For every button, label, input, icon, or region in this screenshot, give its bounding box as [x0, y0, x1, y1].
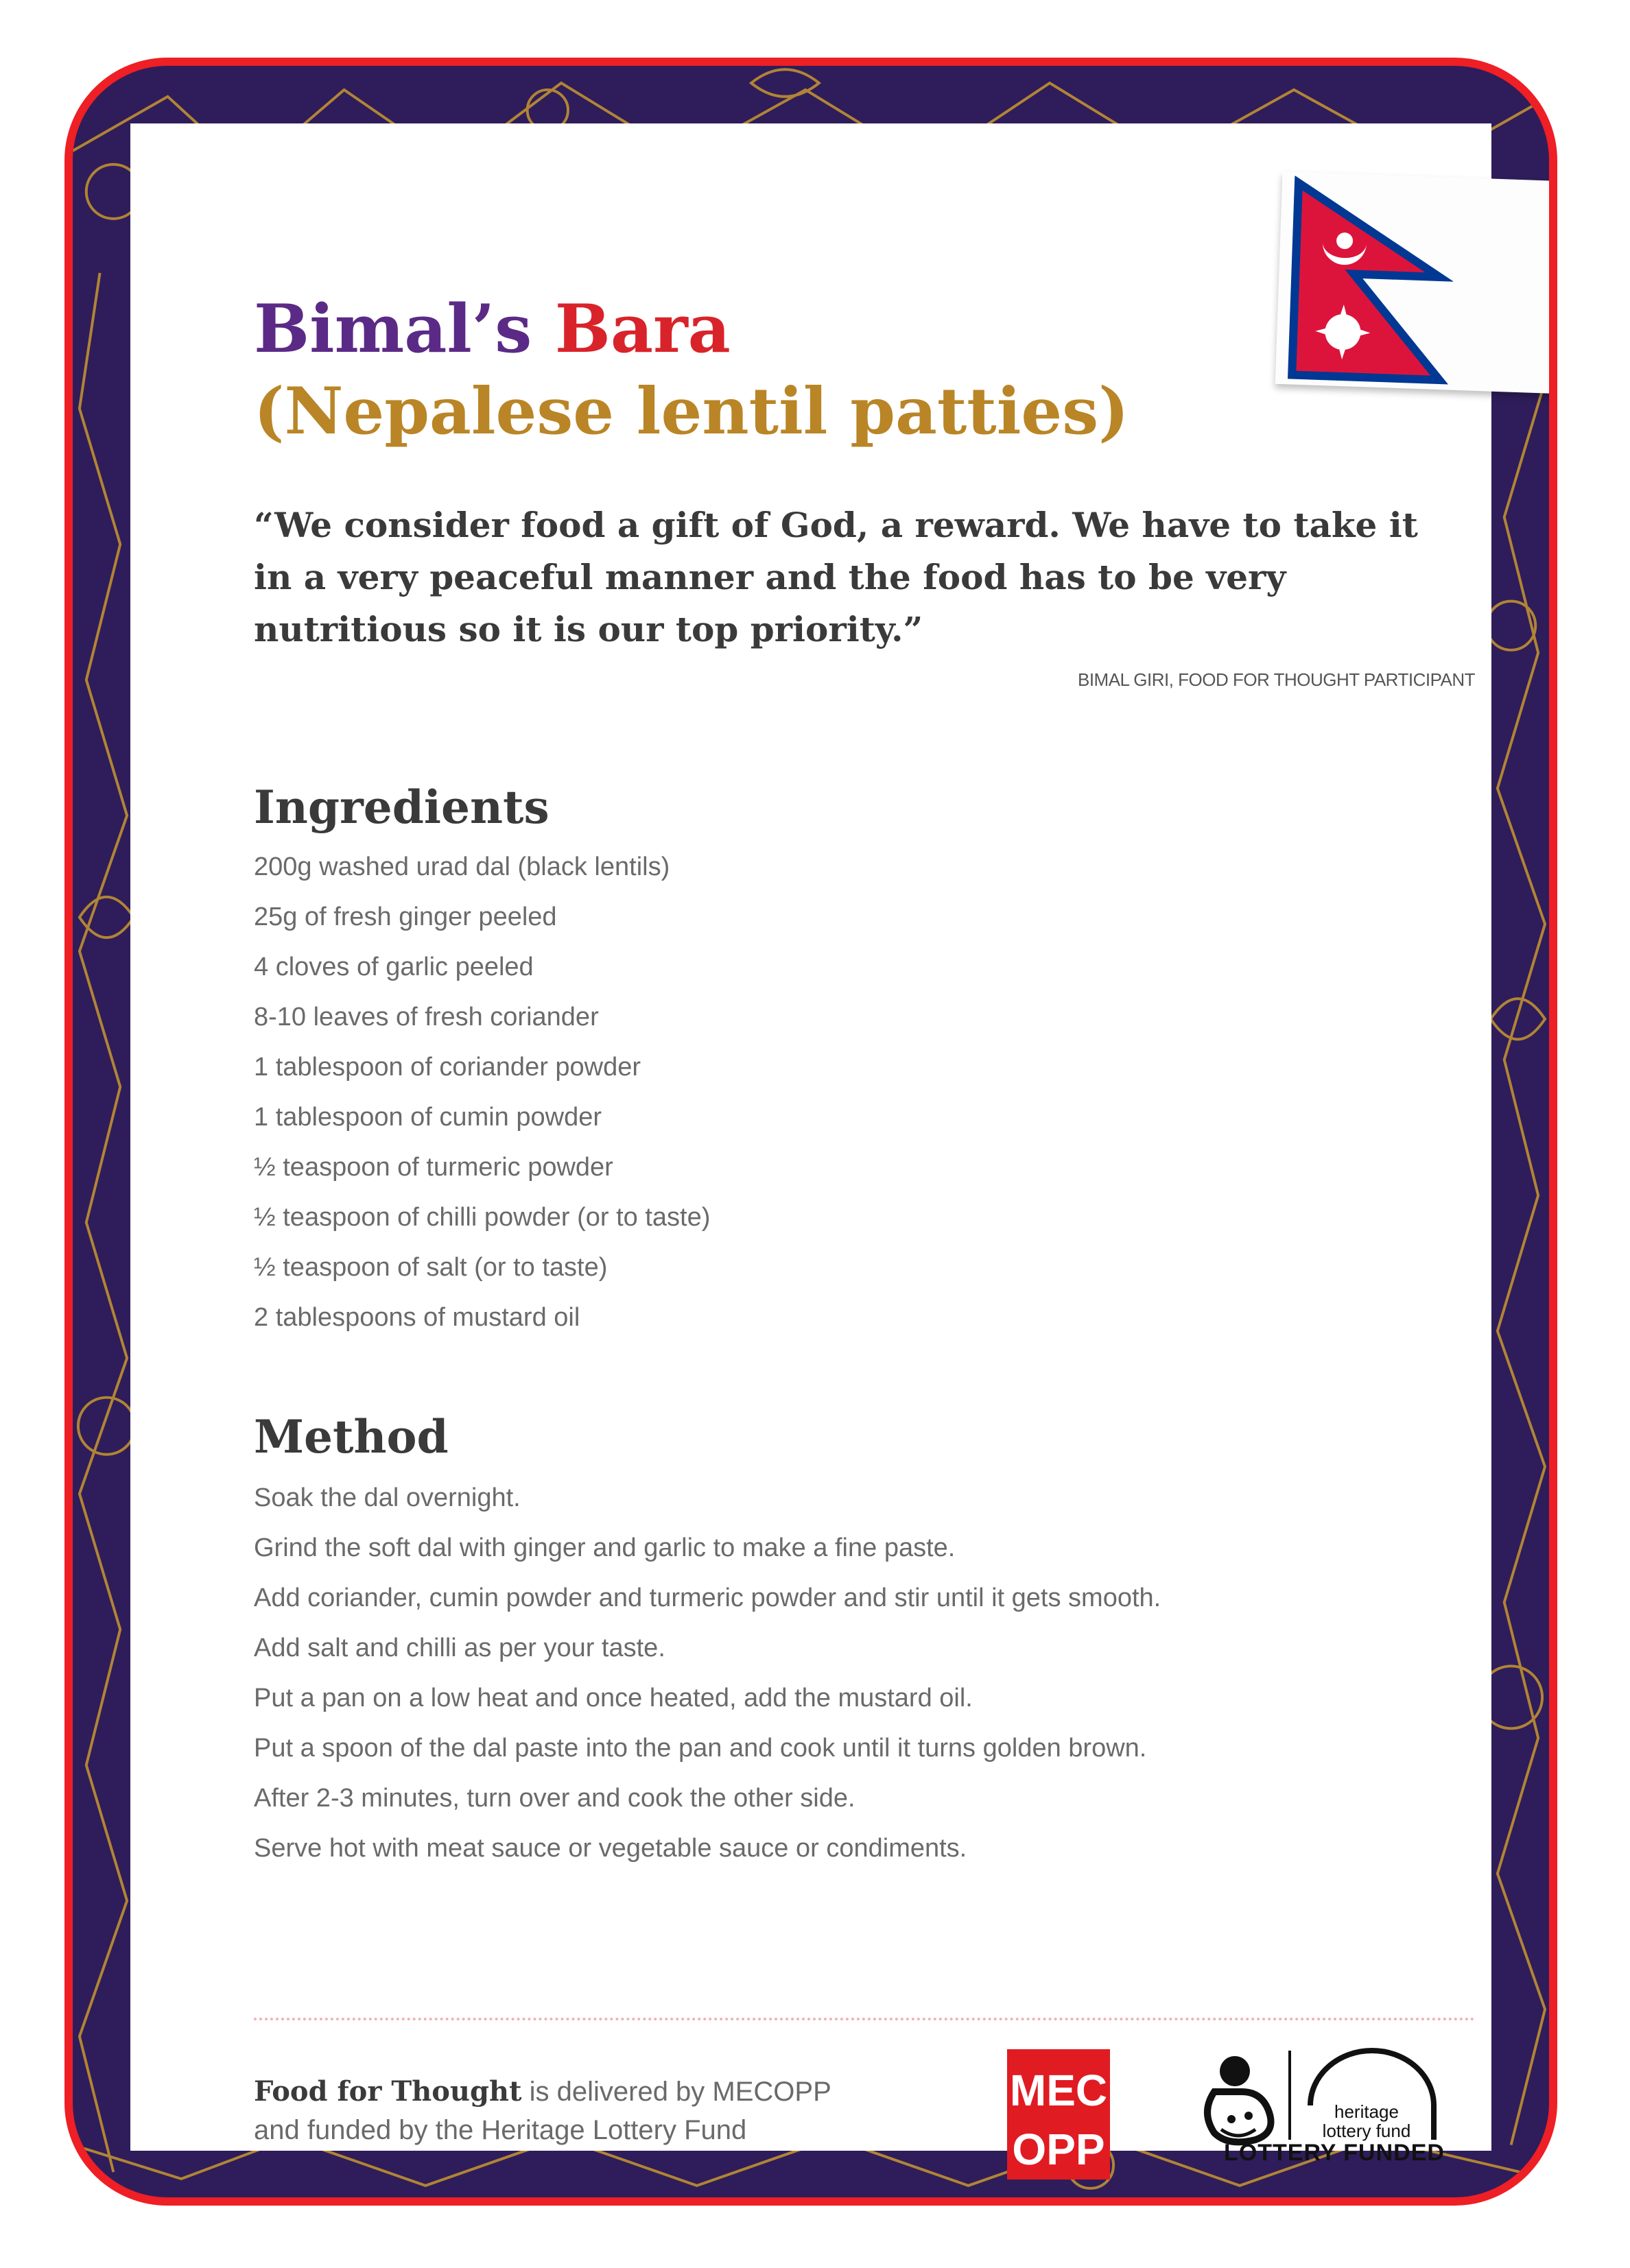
recipe-title — [254, 288, 1129, 453]
method-step: Soak the dal overnight. — [254, 1483, 521, 1512]
ingredient-item: 200g washed urad dal (black lentils) — [254, 852, 670, 881]
method-step: Put a pan on a low heat and once heated, add the mustard oil. — [254, 1684, 973, 1712]
ingredient-item: 1 tablespoon of coriander powder — [254, 1053, 641, 1082]
ingredients-list — [254, 842, 710, 1343]
title-line — [254, 288, 1129, 370]
ingredient-item: 2 tablespoons of mustard oil — [254, 1303, 580, 1332]
footer-line2: and funded by the Heritage Lottery Fund — [254, 2115, 747, 2145]
title-dish: Bara — [554, 290, 731, 368]
method-heading: Method — [254, 1410, 449, 1464]
ingredients-heading: Ingredients — [254, 780, 550, 834]
mecopp-logo-top: MEC — [1009, 2066, 1108, 2115]
heritage-logo-line2: lottery fund — [1322, 2121, 1411, 2141]
nepal-flag-icon — [1285, 176, 1456, 387]
mecopp-logo-icon — [1007, 2049, 1110, 2180]
method-step: Serve hot with meat sauce or vegetable sauce or condiments. — [254, 1834, 967, 1863]
heritage-logo-line1: heritage — [1334, 2101, 1399, 2122]
footer-credit — [254, 2073, 940, 2149]
participant-quote: “We consider food a gift of God, a reward. We have to take it in a very peaceful manner and the food has to be very nutritious so it is our top priority.” — [254, 505, 1418, 649]
title-name: Bimal’s — [254, 290, 532, 368]
ingredient-item: 25g of fresh ginger peeled — [254, 903, 557, 931]
ingredient-item: 8-10 leaves of fresh coriander — [254, 1003, 599, 1031]
quote-attribution: BIMAL GIRI, FOOD FOR THOUGHT PARTICIPANT — [1077, 669, 1475, 690]
mecopp-logo-bottom: OPP — [1012, 2125, 1105, 2174]
recipe-paper — [133, 126, 1489, 2174]
method-step: Grind the soft dal with ginger and garlic to make a fine paste. — [254, 1533, 956, 1562]
ingredient-item: ½ teaspoon of turmeric powder — [254, 1153, 613, 1182]
footer-brand: Food for Thought — [254, 2075, 522, 2108]
method-step: Add coriander, cumin powder and turmeric powder and stir until it gets smooth. — [254, 1584, 1161, 1612]
method-step: Put a spoon of the dal paste into the pan and cook until it turns golden brown. — [254, 1734, 1147, 1763]
ingredient-item: 4 cloves of garlic peeled — [254, 953, 534, 981]
ingredient-item: ½ teaspoon of salt (or to taste) — [254, 1253, 608, 1282]
lottery-funded-label: LOTTERY FUNDED — [1224, 2140, 1445, 2166]
ingredient-item: 1 tablespoon of cumin powder — [254, 1103, 602, 1132]
footer-divider — [254, 2018, 1475, 2020]
method-step: After 2-3 minutes, turn over and cook the other side. — [254, 1784, 855, 1813]
flag-card — [1275, 171, 1557, 395]
ingredient-item: ½ teaspoon of chilli powder (or to taste) — [254, 1203, 711, 1232]
method-step: Add salt and chilli as per your taste. — [254, 1634, 665, 1662]
footer-line1: is delivered by MECOPP — [521, 2077, 831, 2107]
recipe-card — [64, 58, 1557, 2206]
method-list — [254, 1473, 1161, 1874]
recipe-subtitle: (Nepalese lentil patties) — [254, 374, 1129, 449]
